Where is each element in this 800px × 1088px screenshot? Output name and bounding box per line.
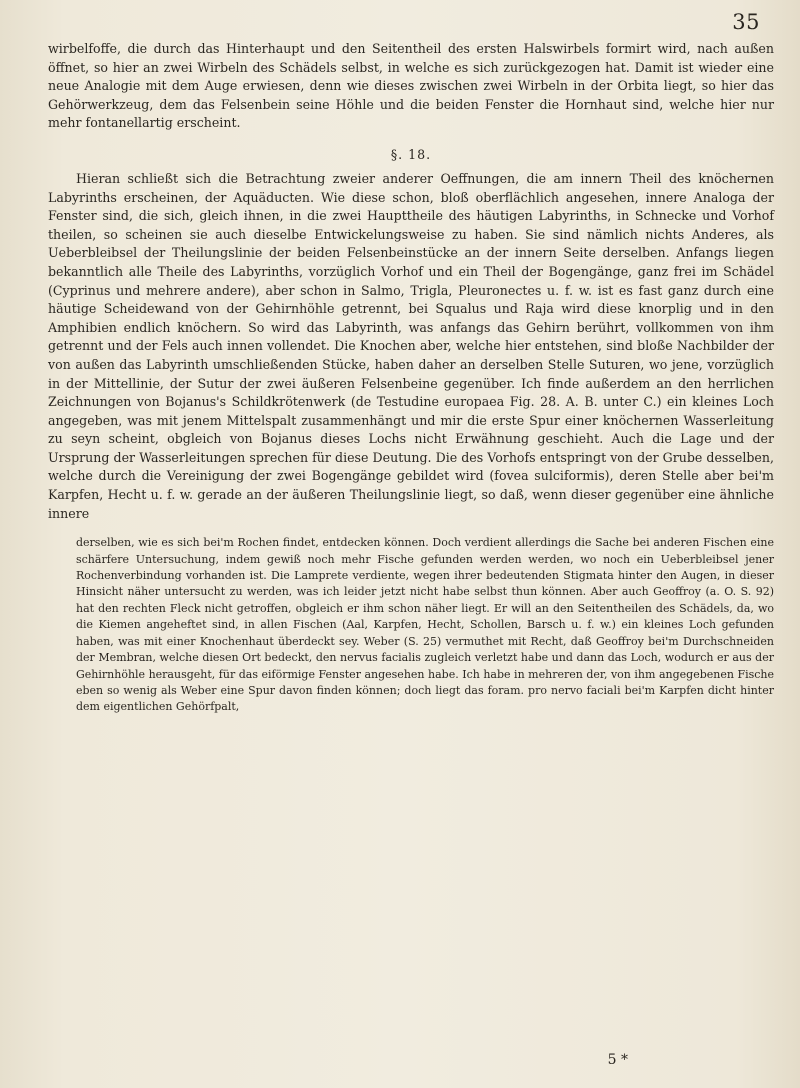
continuation-paragraph: wirbelfoffe, die durch das Hinterhaupt und den Seitentheil des ersten Halswirbels formirt wird, nach außen öffnet, so hier an zwei Wirbeln des Schädels selbst, in welche es sich zurückgezogen hat. Damit ist wieder eine neue Analogie mit dem Auge erwiesen, denn wie dieses zwischen zwei Wirbeln in der Orbita liegt, so hier das Gehörwerkzeug, dem das Felsenbein seine Höhle und die beiden Fenster die Hornhaut sind, welche hier nur mehr fontanellartig erscheint. [48, 41, 774, 131]
page-content [48, 40, 774, 716]
page-number: 35 [732, 10, 760, 34]
signature-mark: 5 * [607, 1052, 628, 1068]
main-paragraph: Hieran schließt sich die Betrachtung zweier anderer Oeffnungen, die am innern Theil des knöchernen Labyrinths erscheinen, der Aquäducten. Wie diese schon, bloß oberflächlich angesehen, innere Analoga der Fenster sind, die sich, gleich ihnen, in die zwei Haupttheile des häutigen Labyrinths, in Schnecke und Vorhof theilen, so scheinen sie auch dieselbe Entwickelungsweise zu haben. Sie sind nämlich nichts Anderes, als Ueberbleibsel der Theilungslinie der beiden Felsenbeinstücke an der innern Seite derselben. Anfangs liegen bekanntlich alle Theile des Labyrinths, vorzüglich Vorhof und ein Theil der Bogengänge, ganz frei im Schädel (Cyprinus und mehrere andere), aber schon in Salmo, Trigla, Pleuronectes u. f. w. ist es fast ganz durch eine häutige Scheidewand von der Gehirnhöhle getrennt, bei Squalus und Raja wird diese knorplig und in den Amphibien endlich knöchern. So wird das Labyrinth, was anfangs das Gehirn berührt, vollkommen von ihm getrennt und der Fels auch innen vollendet. Die Knochen aber, welche hier entstehen, sind bloße Nachbilder der von außen das Labyrinth umschließenden Stücke, haben daher an derselben Stelle Suturen, wo jene, vorzüglich in der Mittellinie, der Sutur der zwei äußeren Felsenbeine gegenüber. Ich finde außerdem an den herrlichen Zeichnungen von Bojanus's Schildkrötenwerk (de Testudine europaea Fig. 28. A. B. unter C.) ein kleines Loch angegeben, was mit jenem Mittelspalt zusammenhängt und mir die erste Spur einer knöchernen Wasserleitung zu seyn scheint, obgleich von Bojanus dieses Lochs nicht Erwähnung geschieht. Auch die Lage und der Ursprung der Wasserleitungen sprechen für diese Deutung. Die des Vorhofs entspringt von der Grube desselben, welche durch die Vereinigung der zwei Bogengänge gebildet wird (fovea sulciformis), deren Stelle aber bei'm Karpfen, Hecht u. f. w. gerade an der äußeren Theilungslinie liegt, so daß, wenn dieser gegenüber eine ähnliche innere [48, 170, 774, 521]
footnote: derselben, wie es sich bei'm Rochen findet, entdecken können. Doch verdient allerdings die Sache bei anderen Fischen eine schärfere Untersuchung, indem gewiß noch mehr Fische gefunden werden werden, wo noch ein Ueberbleibsel jener Rochenverbindung vorhanden ist. Die Lamprete verdiente, wegen ihrer bedeutenden Stigmata hinter den Augen, in dieser Hinsicht näher untersucht zu werden, was ich leider jetzt nicht habe selbst thun können. Aber auch Geoffroy (a. O. S. 92) hat den rechten Fleck nicht getroffen, obgleich er ihm schon näher liegt. Er will an den Seitentheilen des Schädels, da, wo die Kiemen angeheftet sind, in allen Fischen (Aal, Karpfen, Hecht, Schollen, Barsch u. f. w.) ein kleines Loch gefunden haben, was mit einer Knochenhaut überdeckt sey. Weber (S. 25) vermuthet mit Recht, daß Geoffroy bei'm Durchschneiden der Membran, welche diesen Ort bedeckt, den nervus facialis zugleich verletzt habe und dann das Loch, wodurch er aus der Gehirnhöhle herausgeht, für das eiförmige Fenster angesehen habe. Ich habe in mehreren der, von ihm angegebenen Fische eben so wenig als Weber eine Spur davon finden können; doch liegt das foram. pro nervo faciali bei'm Karpfen dicht hinter dem eigentlichen Gehörfpalt, [76, 536, 774, 714]
section-heading: §. 18. [390, 146, 432, 162]
